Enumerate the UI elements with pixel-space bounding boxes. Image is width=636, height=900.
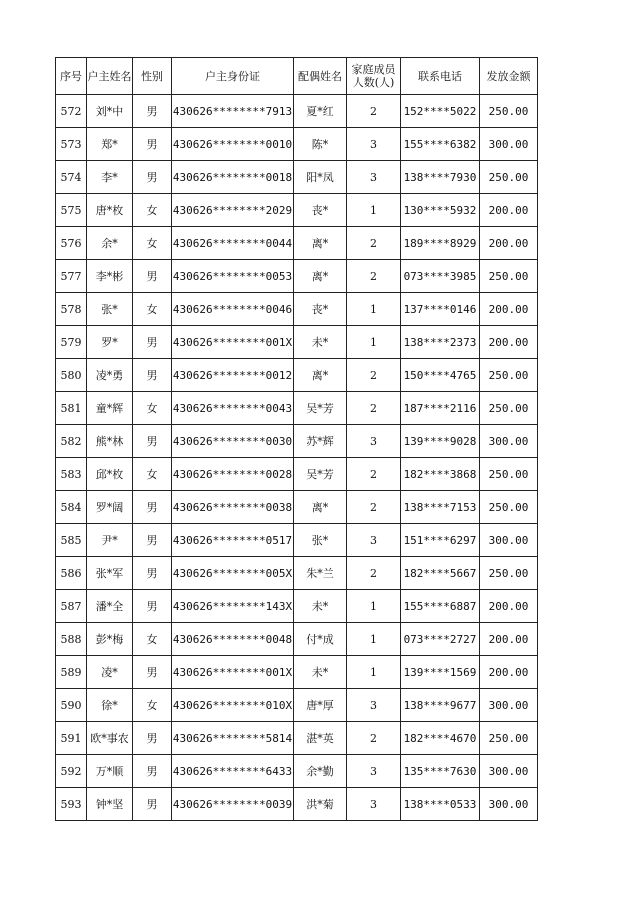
cell-amount: 300.00 — [480, 755, 538, 788]
cell-seq: 579 — [56, 326, 87, 359]
table-row — [56, 788, 538, 821]
cell-gender: 男 — [133, 95, 172, 128]
cell-id-card: 430626********001X — [172, 326, 294, 359]
cell-family-count: 1 — [347, 590, 401, 623]
cell-spouse-name: 阳*凤 — [294, 161, 347, 194]
cell-owner-name: 童*辉 — [87, 392, 133, 425]
table-row — [56, 590, 538, 623]
cell-owner-name: 欧*事农 — [87, 722, 133, 755]
cell-gender: 男 — [133, 161, 172, 194]
cell-spouse-name: 苏*辉 — [294, 425, 347, 458]
cell-gender: 男 — [133, 557, 172, 590]
table-row — [56, 458, 538, 491]
table-row — [56, 95, 538, 128]
cell-family-count: 1 — [347, 623, 401, 656]
cell-spouse-name: 朱*兰 — [294, 557, 347, 590]
table-row — [56, 227, 538, 260]
cell-spouse-name: 张* — [294, 524, 347, 557]
cell-gender: 男 — [133, 722, 172, 755]
cell-owner-name: 罗*阔 — [87, 491, 133, 524]
cell-phone: 150****4765 — [401, 359, 480, 392]
cell-phone: 182****3868 — [401, 458, 480, 491]
cell-family-count: 2 — [347, 359, 401, 392]
cell-owner-name: 潘*全 — [87, 590, 133, 623]
cell-owner-name: 唐*枚 — [87, 194, 133, 227]
cell-owner-name: 郑* — [87, 128, 133, 161]
table-row — [56, 326, 538, 359]
cell-owner-name: 彭*梅 — [87, 623, 133, 656]
header-seq: 序号 — [56, 58, 87, 95]
cell-family-count: 2 — [347, 227, 401, 260]
cell-seq: 576 — [56, 227, 87, 260]
cell-gender: 男 — [133, 524, 172, 557]
cell-seq: 572 — [56, 95, 87, 128]
header-phone: 联系电话 — [401, 58, 480, 95]
header-gender: 性别 — [133, 58, 172, 95]
cell-seq: 581 — [56, 392, 87, 425]
cell-gender: 男 — [133, 491, 172, 524]
table-row — [56, 491, 538, 524]
cell-owner-name: 凌*勇 — [87, 359, 133, 392]
cell-gender: 女 — [133, 392, 172, 425]
cell-spouse-name: 未* — [294, 326, 347, 359]
cell-spouse-name: 离* — [294, 491, 347, 524]
cell-gender: 女 — [133, 689, 172, 722]
cell-gender: 女 — [133, 194, 172, 227]
cell-id-card: 430626********0048 — [172, 623, 294, 656]
cell-id-card: 430626********143X — [172, 590, 294, 623]
cell-family-count: 3 — [347, 128, 401, 161]
table-header — [56, 58, 538, 95]
cell-phone: 182****4670 — [401, 722, 480, 755]
table-row — [56, 392, 538, 425]
cell-phone: 073****2727 — [401, 623, 480, 656]
cell-owner-name: 余* — [87, 227, 133, 260]
cell-id-card: 430626********0038 — [172, 491, 294, 524]
cell-owner-name: 罗* — [87, 326, 133, 359]
table-row — [56, 260, 538, 293]
table-row — [56, 623, 538, 656]
cell-phone: 130****5932 — [401, 194, 480, 227]
cell-family-count: 1 — [347, 293, 401, 326]
cell-spouse-name: 未* — [294, 590, 347, 623]
cell-owner-name: 徐* — [87, 689, 133, 722]
cell-seq: 591 — [56, 722, 87, 755]
cell-amount: 200.00 — [480, 623, 538, 656]
header-family-count: 家庭成员人数(人) — [347, 58, 401, 95]
cell-family-count: 2 — [347, 491, 401, 524]
cell-gender: 男 — [133, 590, 172, 623]
cell-amount: 200.00 — [480, 293, 538, 326]
cell-spouse-name: 洪*菊 — [294, 788, 347, 821]
cell-id-card: 430626********0028 — [172, 458, 294, 491]
cell-amount: 200.00 — [480, 326, 538, 359]
cell-amount: 300.00 — [480, 425, 538, 458]
cell-id-card: 430626********5814 — [172, 722, 294, 755]
cell-phone: 189****8929 — [401, 227, 480, 260]
table-row — [56, 425, 538, 458]
cell-spouse-name: 夏*红 — [294, 95, 347, 128]
header-owner-name: 户主姓名 — [87, 58, 133, 95]
table-row — [56, 194, 538, 227]
header-spouse-name: 配偶姓名 — [294, 58, 347, 95]
cell-phone: 151****6297 — [401, 524, 480, 557]
cell-seq: 585 — [56, 524, 87, 557]
table-row — [56, 359, 538, 392]
cell-spouse-name: 陈* — [294, 128, 347, 161]
cell-gender: 女 — [133, 293, 172, 326]
cell-amount: 250.00 — [480, 491, 538, 524]
cell-id-card: 430626********0043 — [172, 392, 294, 425]
cell-amount: 250.00 — [480, 161, 538, 194]
table-row — [56, 656, 538, 689]
cell-family-count: 2 — [347, 557, 401, 590]
cell-amount: 200.00 — [480, 227, 538, 260]
cell-family-count: 2 — [347, 95, 401, 128]
cell-owner-name: 万*顺 — [87, 755, 133, 788]
cell-seq: 580 — [56, 359, 87, 392]
cell-family-count: 1 — [347, 326, 401, 359]
table-body — [56, 95, 538, 821]
cell-phone: 138****9677 — [401, 689, 480, 722]
cell-amount: 300.00 — [480, 788, 538, 821]
cell-gender: 男 — [133, 788, 172, 821]
cell-family-count: 3 — [347, 755, 401, 788]
cell-spouse-name: 离* — [294, 227, 347, 260]
cell-id-card: 430626********0046 — [172, 293, 294, 326]
cell-amount: 250.00 — [480, 260, 538, 293]
cell-phone: 152****5022 — [401, 95, 480, 128]
cell-phone: 135****7630 — [401, 755, 480, 788]
cell-spouse-name: 余*勤 — [294, 755, 347, 788]
cell-seq: 575 — [56, 194, 87, 227]
cell-spouse-name: 离* — [294, 359, 347, 392]
table-row — [56, 689, 538, 722]
header-row — [56, 58, 538, 95]
cell-spouse-name: 付*成 — [294, 623, 347, 656]
cell-phone: 139****9028 — [401, 425, 480, 458]
cell-phone: 182****5667 — [401, 557, 480, 590]
cell-seq: 583 — [56, 458, 87, 491]
cell-amount: 250.00 — [480, 359, 538, 392]
cell-id-card: 430626********0039 — [172, 788, 294, 821]
cell-spouse-name: 湛*英 — [294, 722, 347, 755]
cell-phone: 073****3985 — [401, 260, 480, 293]
cell-spouse-name: 唐*厚 — [294, 689, 347, 722]
cell-family-count: 2 — [347, 392, 401, 425]
cell-owner-name: 张* — [87, 293, 133, 326]
cell-seq: 584 — [56, 491, 87, 524]
cell-family-count: 1 — [347, 656, 401, 689]
cell-seq: 573 — [56, 128, 87, 161]
cell-gender: 男 — [133, 656, 172, 689]
table-row — [56, 128, 538, 161]
cell-amount: 250.00 — [480, 392, 538, 425]
cell-seq: 586 — [56, 557, 87, 590]
cell-owner-name: 张*军 — [87, 557, 133, 590]
cell-id-card: 430626********0012 — [172, 359, 294, 392]
cell-phone: 155****6887 — [401, 590, 480, 623]
cell-amount: 250.00 — [480, 458, 538, 491]
cell-owner-name: 钟*坚 — [87, 788, 133, 821]
cell-family-count: 3 — [347, 524, 401, 557]
cell-gender: 男 — [133, 260, 172, 293]
cell-id-card: 430626********0053 — [172, 260, 294, 293]
cell-phone: 139****1569 — [401, 656, 480, 689]
cell-id-card: 430626********005X — [172, 557, 294, 590]
cell-seq: 578 — [56, 293, 87, 326]
table-row — [56, 524, 538, 557]
cell-id-card: 430626********2029 — [172, 194, 294, 227]
cell-amount: 300.00 — [480, 128, 538, 161]
table-row — [56, 722, 538, 755]
cell-amount: 300.00 — [480, 524, 538, 557]
cell-phone: 137****0146 — [401, 293, 480, 326]
cell-seq: 587 — [56, 590, 87, 623]
table-row — [56, 161, 538, 194]
cell-amount: 200.00 — [480, 656, 538, 689]
header-id-card: 户主身份证 — [172, 58, 294, 95]
cell-id-card: 430626********0010 — [172, 128, 294, 161]
cell-owner-name: 李*彬 — [87, 260, 133, 293]
cell-family-count: 2 — [347, 260, 401, 293]
cell-gender: 男 — [133, 128, 172, 161]
cell-id-card: 430626********6433 — [172, 755, 294, 788]
cell-owner-name: 熊*林 — [87, 425, 133, 458]
cell-gender: 女 — [133, 623, 172, 656]
cell-family-count: 3 — [347, 425, 401, 458]
cell-family-count: 1 — [347, 194, 401, 227]
table-row — [56, 557, 538, 590]
cell-seq: 574 — [56, 161, 87, 194]
cell-spouse-name: 丧* — [294, 194, 347, 227]
cell-gender: 女 — [133, 227, 172, 260]
table-row — [56, 755, 538, 788]
cell-id-card: 430626********0018 — [172, 161, 294, 194]
cell-phone: 138****2373 — [401, 326, 480, 359]
cell-phone: 187****2116 — [401, 392, 480, 425]
cell-gender: 男 — [133, 425, 172, 458]
cell-id-card: 430626********0044 — [172, 227, 294, 260]
cell-gender: 女 — [133, 458, 172, 491]
cell-seq: 592 — [56, 755, 87, 788]
cell-seq: 588 — [56, 623, 87, 656]
cell-spouse-name: 离* — [294, 260, 347, 293]
cell-phone: 155****6382 — [401, 128, 480, 161]
cell-seq: 593 — [56, 788, 87, 821]
cell-seq: 589 — [56, 656, 87, 689]
cell-family-count: 3 — [347, 788, 401, 821]
cell-family-count: 2 — [347, 722, 401, 755]
cell-amount: 300.00 — [480, 689, 538, 722]
table-row — [56, 293, 538, 326]
cell-phone: 138****7153 — [401, 491, 480, 524]
cell-seq: 582 — [56, 425, 87, 458]
cell-id-card: 430626********010X — [172, 689, 294, 722]
cell-amount: 250.00 — [480, 557, 538, 590]
cell-spouse-name: 吴*芳 — [294, 458, 347, 491]
cell-spouse-name: 吴*芳 — [294, 392, 347, 425]
cell-family-count: 3 — [347, 689, 401, 722]
cell-amount: 200.00 — [480, 590, 538, 623]
cell-amount: 250.00 — [480, 722, 538, 755]
cell-phone: 138****0533 — [401, 788, 480, 821]
cell-owner-name: 刘*中 — [87, 95, 133, 128]
cell-owner-name: 尹* — [87, 524, 133, 557]
cell-spouse-name: 未* — [294, 656, 347, 689]
cell-amount: 200.00 — [480, 194, 538, 227]
cell-owner-name: 李* — [87, 161, 133, 194]
cell-spouse-name: 丧* — [294, 293, 347, 326]
cell-id-card: 430626********001X — [172, 656, 294, 689]
cell-owner-name: 邱*枚 — [87, 458, 133, 491]
cell-phone: 138****7930 — [401, 161, 480, 194]
cell-gender: 男 — [133, 755, 172, 788]
cell-id-card: 430626********0030 — [172, 425, 294, 458]
cell-seq: 590 — [56, 689, 87, 722]
cell-gender: 男 — [133, 326, 172, 359]
cell-family-count: 3 — [347, 161, 401, 194]
header-amount: 发放金额 — [480, 58, 538, 95]
cell-id-card: 430626********0517 — [172, 524, 294, 557]
cell-id-card: 430626********7913 — [172, 95, 294, 128]
cell-gender: 男 — [133, 359, 172, 392]
cell-owner-name: 凌* — [87, 656, 133, 689]
cell-seq: 577 — [56, 260, 87, 293]
cell-amount: 250.00 — [480, 95, 538, 128]
subsidy-roster-table — [55, 57, 538, 821]
cell-family-count: 2 — [347, 458, 401, 491]
